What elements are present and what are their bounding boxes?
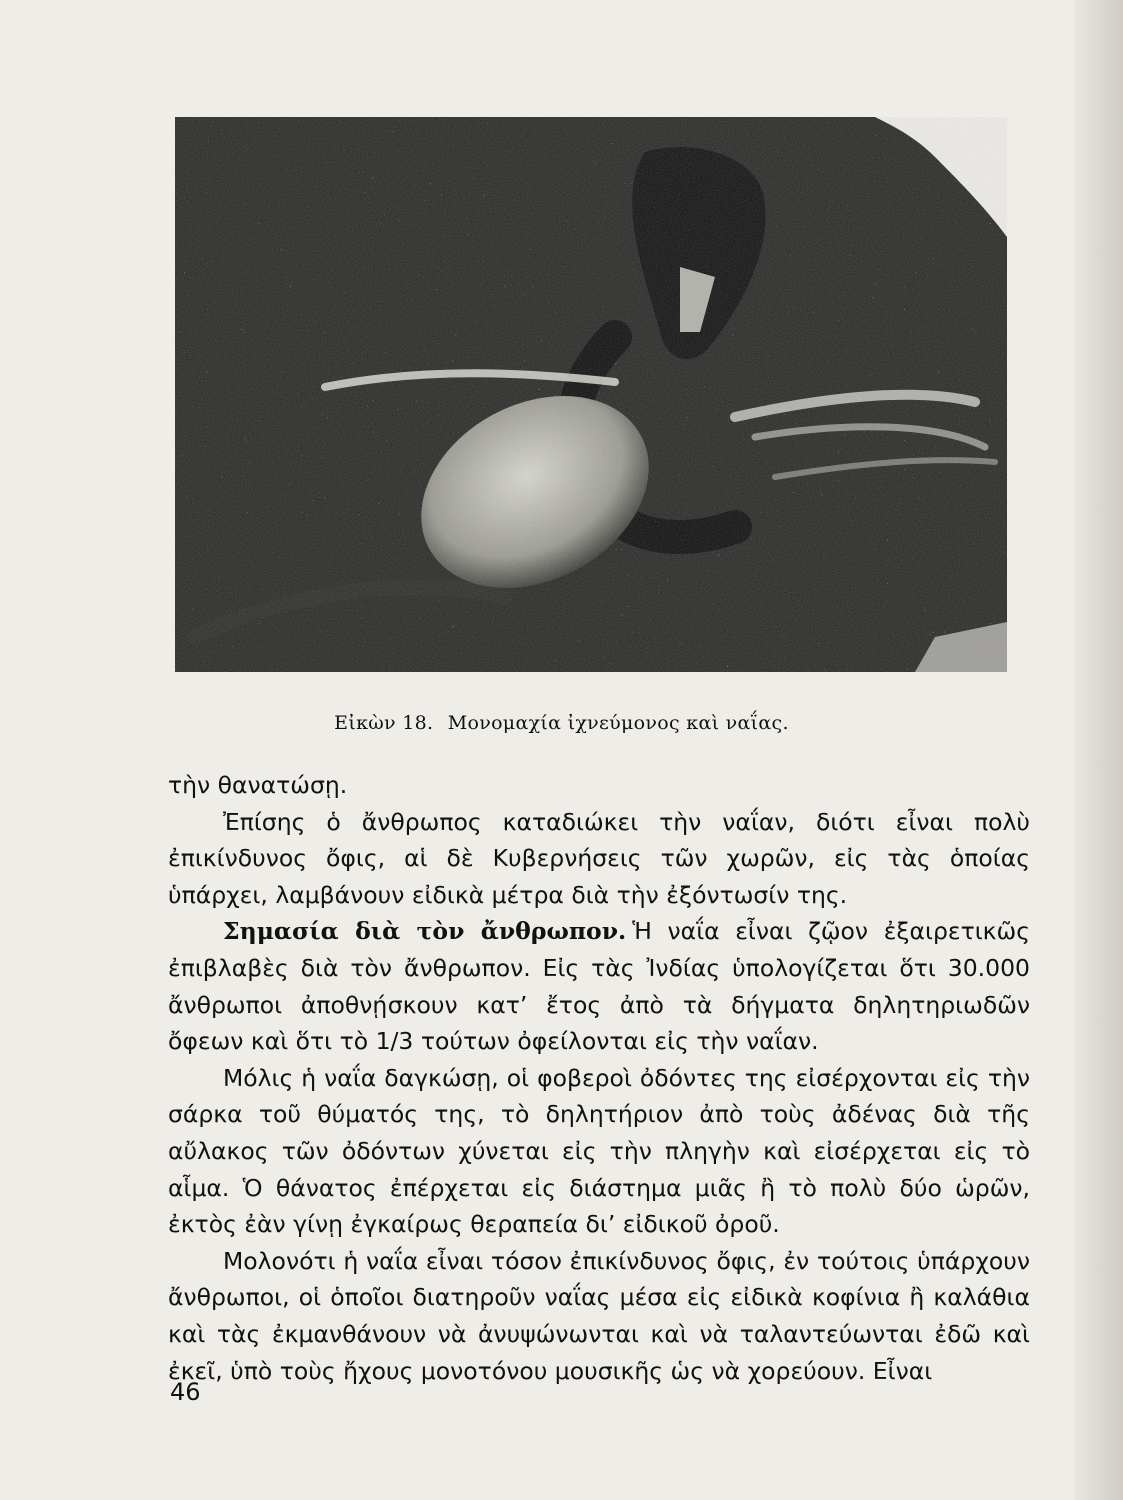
page-number: 46 xyxy=(170,1378,201,1406)
paragraph: Μόλις ἡ ναΐα δαγκώσῃ, οἱ φοβεροὶ ὀδόντες της εἰσέρχονται εἰς τὴν σάρκα τοῦ θύματός της, τὸ δηλητήριον ἀπὸ τοὺς ἀδένας διὰ τῆς αὔλακος τῶν ὀδόντων χύνεται εἰς τὴν πληγὴν καὶ εἰσέρχεται εἰς τὸ αἷμα. Ὁ θάνατος ἐπέρχεται εἰς διάστημα μιᾶς ἢ τὸ πολὺ δύο ὡρῶν, ἐκτὸς ἐὰν γίνῃ ἐγκαίρως θεραπεία δι’ εἰδικοῦ ὀροῦ. xyxy=(168,1063,1030,1239)
adjacent-page-edge xyxy=(1075,0,1123,1500)
paragraph: Ἐπίσης ὁ ἄνθρωπος καταδιώκει τὴν ναΐαν, διότι εἶναι πολὺ ἐπικίνδυνος ὄφις, αἱ δὲ Κυβερνήσεις τῶν χωρῶν, εἰς τὰς ὁποίας ὑπάρχει, λαμβάνουν εἰδικὰ μέτρα διὰ τὴν ἐξόντωσίν της. xyxy=(168,807,1030,909)
figure-caption-text: Μονομαχία ἰχνεύμονος καὶ ναΐας. xyxy=(447,712,789,734)
body-text xyxy=(168,767,1030,1389)
paragraph-body: Ἡ ναΐα εἶναι ζῷον ἐξαιρετικῶς ἐπιβλαβὲς διὰ τὸν ἄνθρωπον. Εἰς τὰς Ἰνδίας ὑπολογίζεται ὅτι 30.000 ἄνθρωποι ἀποθνῄσκουν κατ’ ἔτος ἀπὸ τὰ δήγματα δηλητηριωδῶν ὄφεων καὶ ὅτι τὸ 1/3 τούτων ὀφείλονται εἰς τὴν ναΐαν. xyxy=(168,917,1030,1056)
paragraph-continuation: τὴν θανατώσῃ. xyxy=(168,771,348,799)
figure-caption xyxy=(0,712,1123,734)
figure-photo xyxy=(175,117,1007,672)
figure-caption-label: Εἰκὼν 18. xyxy=(334,712,434,734)
section-heading: Σημασία διὰ τὸν ἄνθρωπον. xyxy=(223,917,627,946)
paragraph: Μολονότι ἡ ναΐα εἶναι τόσον ἐπικίνδυνος ὄφις, ἐν τούτοις ὑπάρχουν ἄνθρωποι, οἱ ὁποῖοι διατηροῦν ναΐας μέσα εἰς εἰδικὰ κοφίνια ἢ καλάθια καὶ τὰς ἐκμανθάνουν νὰ ἀνυψώνωνται καὶ νὰ ταλαντεύωνται ἐδῶ καὶ ἐκεῖ, ὑπὸ τοὺς ἤχους μονοτόνου μουσικῆς ὡς νὰ χορεύουν. Εἶναι xyxy=(168,1246,1030,1385)
paragraph-with-heading xyxy=(168,913,1030,1059)
